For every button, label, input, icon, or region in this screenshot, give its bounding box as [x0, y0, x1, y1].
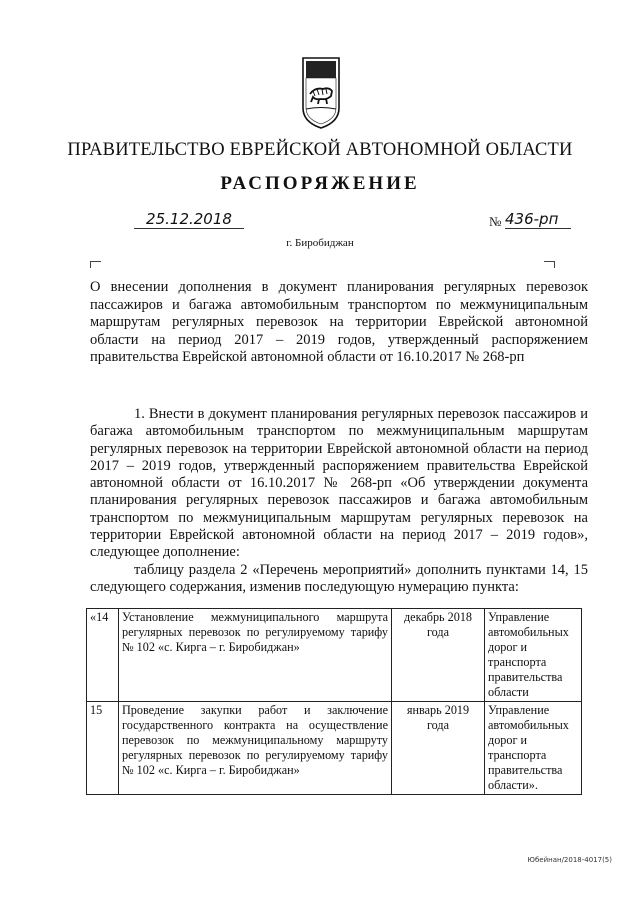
row-measure: Проведение закупки работ и заключение государственного контракта на осуществление перевозок по межмуниципальному маршруту регулярных перевозок по регулируемому тарифу № 102 «с. Кирга – г. Биробиджан»	[119, 702, 392, 795]
left-corner-mark	[90, 261, 101, 268]
row-term: декабрь 2018 года	[392, 609, 485, 702]
document-type-title: РАСПОРЯЖЕНИЕ	[220, 173, 420, 194]
number-sign: №	[489, 214, 502, 229]
document-date: 25.12.2018	[134, 210, 244, 229]
body-paragraph-2: таблицу раздела 2 «Перечень мероприятий» дополнить пунктами 14, 15 следующего содержания, изменив последующую нумерацию пункта:	[90, 561, 588, 595]
coat-of-arms-icon	[301, 56, 341, 130]
table-row	[87, 609, 582, 702]
footer-document-code: Юбейнан/2018-4017(5)	[527, 856, 612, 864]
body-paragraph-1: 1. Внести в документ планирования регулярных перевозок пассажиров и багажа автомобильным транспортом по межмуниципальным маршрутам регулярных перевозок на территории Еврейской автономной области на период 2017 – 2019 годов, утвержденный распоряжением правительства Еврейской автономной области от 16.10.2017 № 268-рп «Об утверждении документа планирования регулярных перевозок пассажиров и багажа автомобильным транспортом по межмуниципальным маршрутам регулярных перевозок на территории Еврейской автономной области на период 2017 – 2019 годов», следующее дополнение:	[90, 406, 588, 561]
row-responsible: Управление автомобильных дорог и транспорта правительства области	[485, 609, 582, 702]
row-term: январь 2019 года	[392, 702, 485, 795]
document-subject: О внесении дополнения в документ планирования регулярных перевозок пассажиров и багажа автомобильным транспортом по межмуниципальным маршрутам регулярных перевозок на территории Еврейской автономной области на период 2017 – 2019 годов, утвержденный распоряжением правительства Еврейской автономной области от 16.10.2017 № 268-рп	[90, 279, 588, 366]
table-row	[87, 702, 582, 795]
measures-table	[86, 608, 582, 795]
city-label: г. Биробиджан	[286, 237, 354, 249]
row-number: 15	[87, 702, 119, 795]
government-title: ПРАВИТЕЛЬСТВО ЕВРЕЙСКОЙ АВТОНОМНОЙ ОБЛАСТИ	[67, 140, 573, 160]
row-responsible: Управление автомобильных дорог и транспорта правительства области».	[485, 702, 582, 795]
row-measure: Установление межмуниципального маршрута регулярных перевозок по регулируемому тарифу № 102 «с. Кирга – г. Биробиджан»	[119, 609, 392, 702]
document-body	[90, 406, 588, 596]
row-number: «14	[87, 609, 119, 702]
document-number: 436-рп	[505, 210, 571, 229]
right-corner-mark	[544, 261, 555, 268]
